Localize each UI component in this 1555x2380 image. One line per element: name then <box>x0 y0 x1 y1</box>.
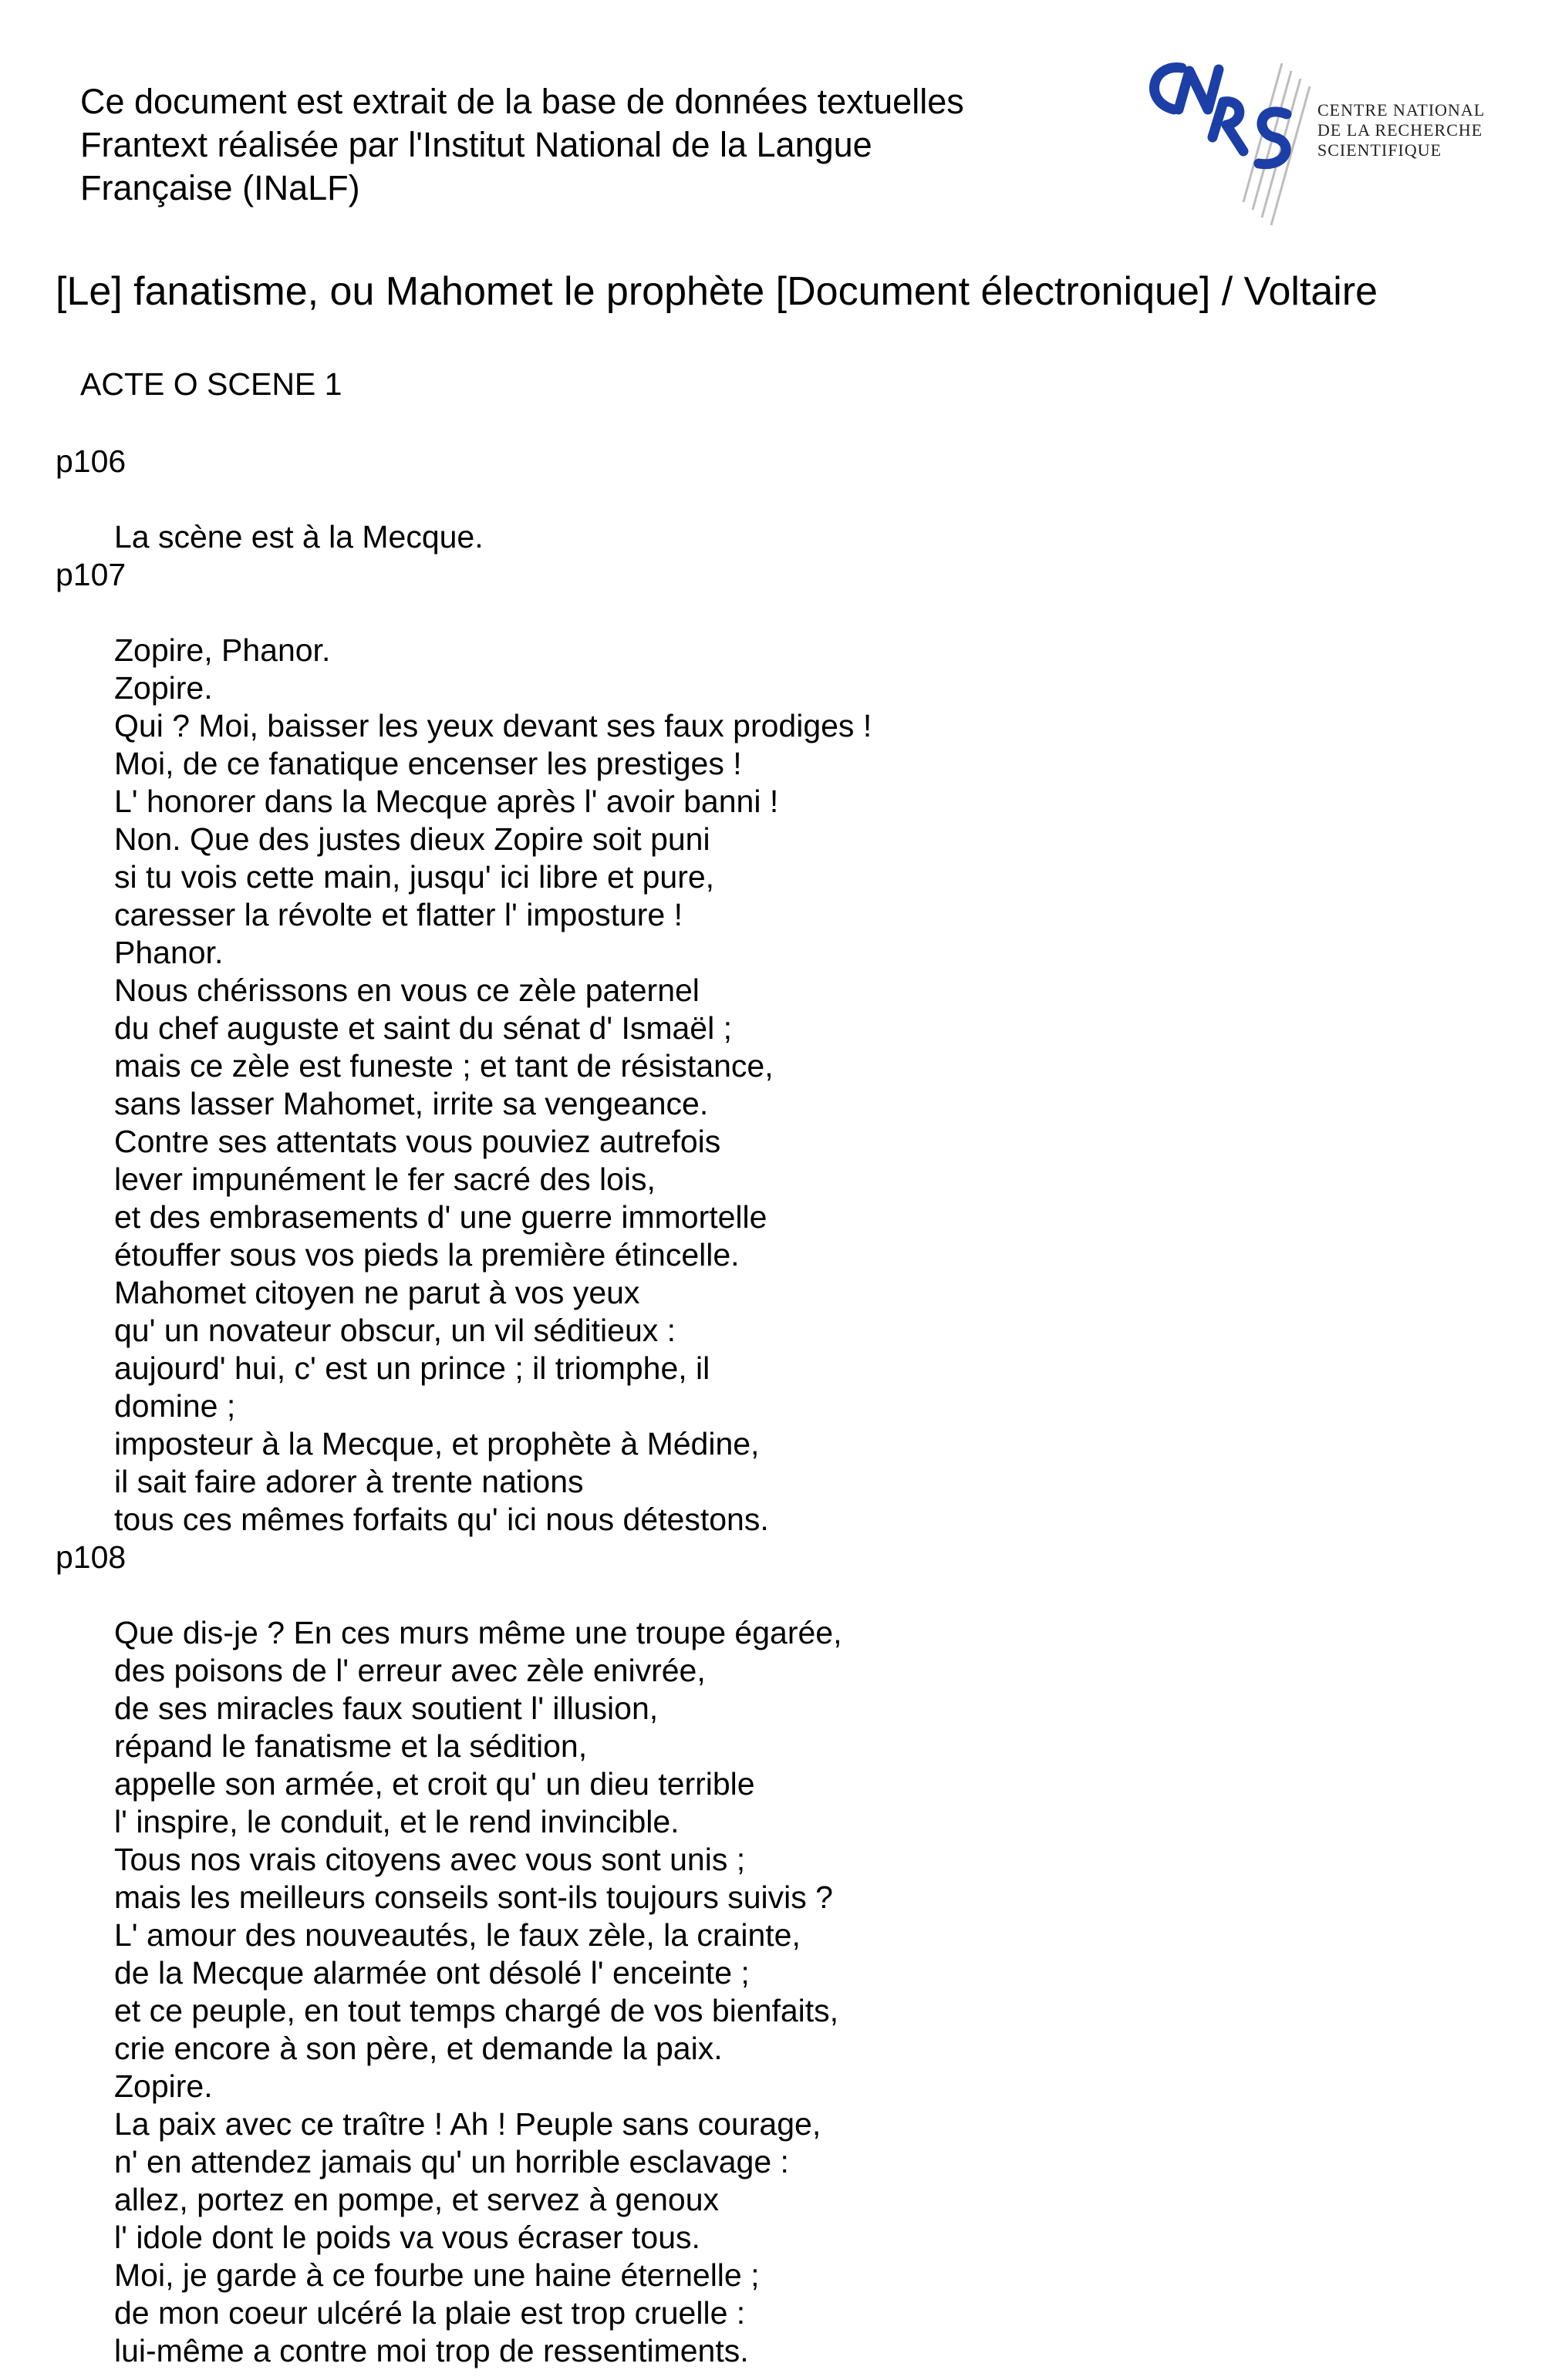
scene-heading: ACTE O SCENE 1 <box>80 366 342 402</box>
verse-line: aujourd' hui, c' est un prince ; il triomphe, il <box>114 1350 710 1386</box>
verse-line: sans lasser Mahomet, irrite sa vengeance. <box>114 1086 709 1121</box>
page-marker: p106 <box>56 443 126 479</box>
verse-line: Moi, je garde à ce fourbe une haine éternelle ; <box>114 2257 760 2293</box>
verse-line: La paix avec ce traître ! Ah ! Peuple sans courage, <box>114 2106 821 2142</box>
verse-line: Phanor. <box>114 935 224 970</box>
verse-line: de ses miracles faux soutient l' illusion, <box>114 1691 659 1726</box>
source-note <box>80 80 1098 210</box>
verse-line: crie encore à son père, et demande la paix. <box>114 2031 723 2066</box>
verse-line: et ce peuple, en tout temps chargé de vos bienfaits, <box>114 1993 839 2028</box>
verse-block-p107 <box>114 632 872 1539</box>
verse-line: mais les meilleurs conseils sont-ils toujours suivis ? <box>114 1879 833 1915</box>
verse-line: Zopire, Phanor. <box>114 632 331 668</box>
verse-block-p108 <box>114 1614 842 2370</box>
verse-line: lever impunément le fer sacré des lois, <box>114 1161 656 1197</box>
verse-line: n' en attendez jamais qu' un horrible esclavage : <box>114 2144 789 2179</box>
source-note-line: Ce document est extrait de la base de données textuelles <box>80 82 964 121</box>
source-note-line: Française (INaLF) <box>80 168 360 207</box>
verse-line: allez, portez en pompe, et servez à genoux <box>114 2182 720 2217</box>
verse-line: domine ; <box>114 1388 236 1424</box>
cnrs-logo <box>1128 48 1529 233</box>
verse-line: Qui ? Moi, baisser les yeux devant ses faux prodiges ! <box>114 708 872 743</box>
verse-line: il sait faire adorer à trente nations <box>114 1464 584 1499</box>
verse-line: caresser la révolte et flatter l' imposture ! <box>114 897 683 932</box>
logo-caption <box>1317 100 1485 160</box>
logo-caption-line: CENTRE NATIONAL <box>1317 100 1486 120</box>
verse-line: l' idole dont le poids va vous écraser tous. <box>114 2220 700 2255</box>
page-marker: p107 <box>56 557 126 592</box>
verse-line: Zopire. <box>114 2068 213 2104</box>
verse-line: Contre ses attentats vous pouviez autrefois <box>114 1124 721 1159</box>
verse-line: tous ces mêmes forfaits qu' ici nous détestons. <box>114 1502 769 1537</box>
setting-text: La scène est à la Mecque. <box>114 519 484 555</box>
verse-line: Zopire. <box>114 670 213 706</box>
verse-line: si tu vois cette main, jusqu' ici libre et pure, <box>114 859 715 895</box>
verse-line: Non. Que des justes dieux Zopire soit puni <box>114 821 710 857</box>
verse-line: et des embrasements d' une guerre immortelle <box>114 1199 767 1235</box>
verse-line: L' honorer dans la Mecque après l' avoir banni ! <box>114 784 779 819</box>
verse-line: répand le fanatisme et la sédition, <box>114 1728 588 1764</box>
verse-line: lui-même a contre moi trop de ressentiments. <box>114 2333 749 2368</box>
verse-line: Mahomet citoyen ne parut à vos yeux <box>114 1275 640 1310</box>
page-marker: p108 <box>56 1539 126 1575</box>
logo-caption-line: DE LA RECHERCHE <box>1317 120 1483 140</box>
verse-line: de la Mecque alarmée ont désolé l' enceinte ; <box>114 1955 750 1991</box>
verse-line: L' amour des nouveautés, le faux zèle, la crainte, <box>114 1917 801 1953</box>
source-note-line: Frantext réalisée par l'Institut National de la Langue <box>80 125 872 164</box>
verse-line: Que dis-je ? En ces murs même une troupe égarée, <box>114 1615 842 1650</box>
verse-line: Nous chérissons en vous ce zèle paternel <box>114 973 700 1008</box>
verse-line: imposteur à la Mecque, et prophète à Médine, <box>114 1426 760 1461</box>
verse-line: de mon coeur ulcéré la plaie est trop cruelle : <box>114 2295 746 2331</box>
document-title: [Le] fanatisme, ou Mahomet le prophète [Document électronique] / Voltaire <box>56 269 1378 314</box>
verse-line: qu' un novateur obscur, un vil séditieux : <box>114 1313 676 1348</box>
verse-line: Tous nos vrais citoyens avec vous sont unis ; <box>114 1842 746 1877</box>
verse-line: étouffer sous vos pieds la première étincelle. <box>114 1237 740 1273</box>
verse-line: appelle son armée, et croit qu' un dieu terrible <box>114 1766 755 1802</box>
verse-line: des poisons de l' erreur avec zèle enivrée, <box>114 1653 706 1688</box>
setting-line <box>114 518 484 556</box>
verse-line: Moi, de ce fanatique encenser les prestiges ! <box>114 746 742 781</box>
verse-line: l' inspire, le conduit, et le rend invincible. <box>114 1804 680 1839</box>
verse-line: mais ce zèle est funeste ; et tant de résistance, <box>114 1048 774 1084</box>
logo-caption-line: SCIENTIFIQUE <box>1317 140 1442 160</box>
verse-line: du chef auguste et saint du sénat d' Ismaël ; <box>114 1010 733 1046</box>
